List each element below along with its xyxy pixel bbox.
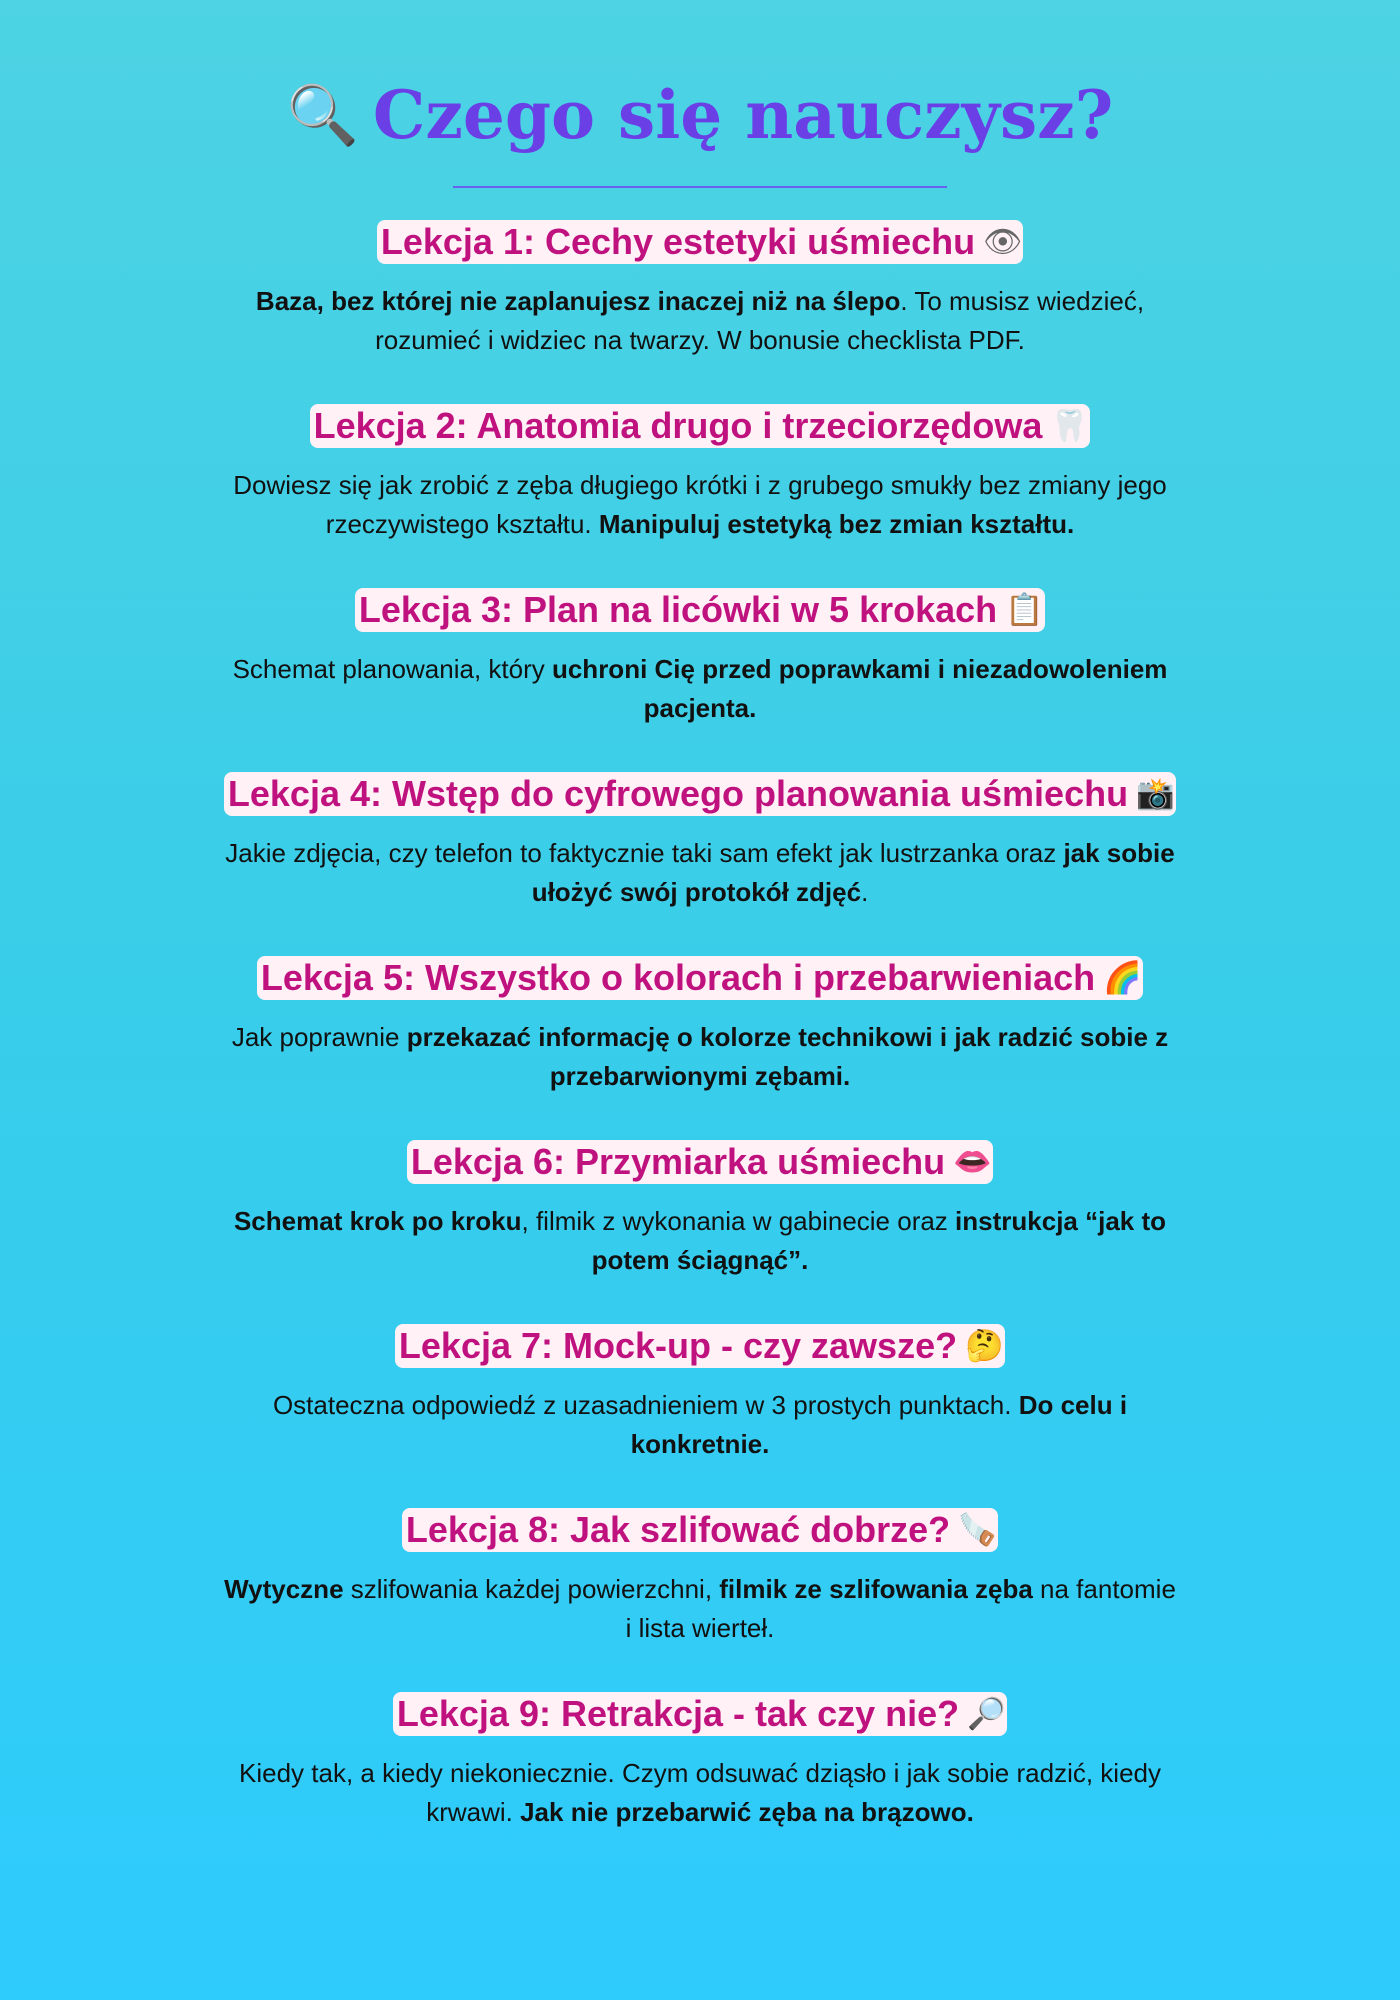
- lesson-description: [220, 834, 1180, 912]
- lesson-title: [395, 1324, 1005, 1368]
- lesson-description-bold: przekazać informację o kolorze technikowi i jak radzić sobie z przebarwionymi zębami.: [406, 1022, 1169, 1091]
- lesson-title-text: Lekcja 9: Retrakcja - tak czy nie?: [396, 1693, 960, 1734]
- lips-icon: 👄: [953, 1144, 992, 1180]
- lesson-title: [402, 1508, 998, 1552]
- lesson-title: [355, 588, 1045, 632]
- lesson-description: [220, 466, 1180, 544]
- lesson-6: [0, 1140, 1400, 1324]
- lesson-description: [220, 1202, 1180, 1280]
- lesson-title: [224, 772, 1176, 816]
- rainbow-icon: 🌈: [1103, 960, 1142, 996]
- lesson-description: [220, 1386, 1180, 1464]
- clipboard-icon: 📋: [1005, 592, 1044, 628]
- lesson-title-text: Lekcja 3: Plan na licówki w 5 krokach: [358, 589, 998, 630]
- lesson-description-text: Jakie zdjęcia, czy telefon to faktycznie taki sam efekt jak lustrzanka oraz: [225, 838, 1064, 868]
- lesson-description-text: , filmik z wykonania w gabinecie oraz: [521, 1206, 956, 1236]
- lesson-8: [0, 1508, 1400, 1692]
- lesson-description-bold: jak sobie ułożyć swój protokół zdjęć: [531, 838, 1175, 907]
- lesson-7: [0, 1324, 1400, 1508]
- lesson-title: [393, 1692, 1007, 1736]
- lesson-description-bold: Do celu i konkretnie.: [630, 1390, 1128, 1459]
- lesson-title: [257, 956, 1143, 1000]
- lesson-5: [0, 956, 1400, 1140]
- lesson-description: [220, 650, 1180, 728]
- lesson-9: [0, 1692, 1400, 1876]
- lesson-title-text: Lekcja 6: Przymiarka uśmiechu: [410, 1141, 946, 1182]
- lesson-description-text: Ostateczna odpowiedź z uzasadnieniem w 3 prostych punktach.: [272, 1390, 1019, 1420]
- lesson-description-text: szlifowania każdej powierzchni,: [343, 1574, 720, 1604]
- lesson-1: [0, 220, 1400, 404]
- tooth-icon: 🦷: [1050, 408, 1090, 444]
- lesson-description-bold: Jak nie przebarwić zęba na brązowo.: [520, 1797, 974, 1827]
- lesson-description-bold: Manipuluj estetyką bez zmian kształtu.: [598, 509, 1075, 539]
- lesson-title-text: Lekcja 8: Jak szlifować dobrze?: [405, 1509, 951, 1550]
- lesson-description-bold: uchroni Cię przed poprawkami i niezadowoleniem pacjenta.: [551, 654, 1168, 723]
- lesson-description: [220, 1754, 1180, 1832]
- header: [0, 72, 1400, 188]
- lesson-description-text: Jak poprawnie: [231, 1022, 407, 1052]
- lesson-description-text: Kiedy tak, a kiedy niekoniecznie. Czym odsuwać dziąsło i jak sobie radzić, kiedy krwawi.: [239, 1758, 1161, 1827]
- lesson-description-text: Schemat planowania, który: [232, 654, 552, 684]
- lesson-description-text: . To musisz wiedzieć, rozumieć i widziec na twarzy. W bonusie checklista PDF.: [375, 286, 1145, 355]
- lesson-description-bold: instrukcja “jak to potem ściągnąć”.: [591, 1206, 1167, 1275]
- lesson-title-text: Lekcja 4: Wstęp do cyfrowego planowania uśmiechu: [227, 773, 1129, 814]
- magnifier-icon: 🔍: [286, 81, 359, 149]
- lesson-description: [220, 1570, 1180, 1648]
- lesson-title: [310, 404, 1091, 448]
- lesson-description-bold: filmik ze szlifowania zęba: [719, 1574, 1033, 1604]
- lesson-description-text: na fantomie i lista wierteł.: [625, 1574, 1176, 1643]
- lesson-title-text: Lekcja 2: Anatomia drugo i trzeciorzędowa: [313, 405, 1043, 446]
- lesson-description-text: .: [861, 877, 869, 907]
- lesson-description-bold: Wytyczne: [224, 1574, 344, 1604]
- eye-icon: 👁: [983, 224, 1023, 260]
- lesson-list: [0, 220, 1400, 1876]
- lesson-3: [0, 588, 1400, 772]
- lesson-description-bold: Schemat krok po kroku: [233, 1206, 522, 1236]
- lesson-title-text: Lekcja 1: Cechy estetyki uśmiechu: [380, 221, 976, 262]
- title-underline: [453, 186, 947, 188]
- thinking-face-icon: 🤔: [965, 1328, 1004, 1364]
- magnifier-icon: 🔎: [967, 1696, 1006, 1732]
- lesson-title-text: Lekcja 7: Mock-up - czy zawsze?: [398, 1325, 958, 1366]
- lesson-title: [407, 1140, 993, 1184]
- saw-icon: 🪚: [958, 1512, 997, 1548]
- lesson-description: [220, 282, 1180, 360]
- page-title: [287, 72, 1114, 158]
- lesson-4: [0, 772, 1400, 956]
- lesson-title-text: Lekcja 5: Wszystko o kolorach i przebarwieniach: [260, 957, 1096, 998]
- lesson-description-bold: Baza, bez której nie zaplanujesz inaczej niż na ślepo: [255, 286, 901, 316]
- lesson-description: [220, 1018, 1180, 1096]
- lesson-description-text: Dowiesz się jak zrobić z zęba długiego krótki i z grubego smukły bez zmiany jego rzeczywistego kształtu.: [233, 470, 1167, 539]
- lesson-title: [377, 220, 1023, 264]
- page-title-text: Czego się nauczysz?: [372, 76, 1114, 154]
- lesson-2: [0, 404, 1400, 588]
- camera-flash-icon: 📸: [1136, 776, 1175, 812]
